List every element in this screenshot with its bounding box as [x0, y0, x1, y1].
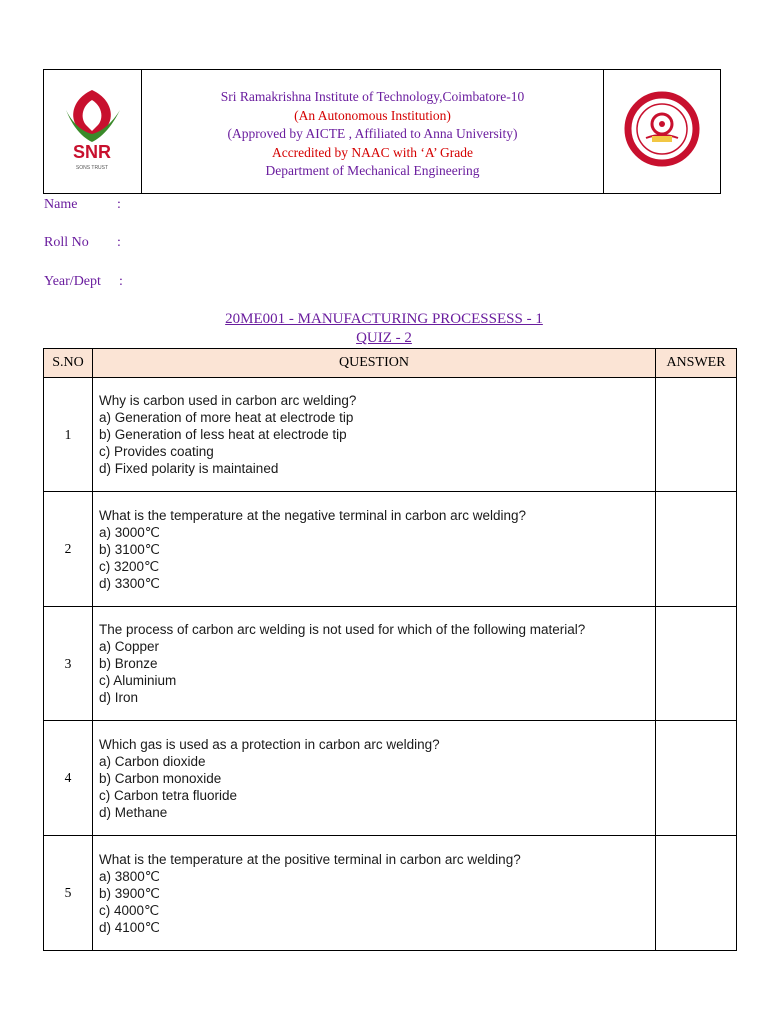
logo-subtext: SONS TRUST — [75, 165, 109, 171]
answer-cell[interactable] — [656, 721, 737, 836]
accreditation-line: Accredited by NAAC with ‘A’ Grade — [271, 144, 474, 160]
autonomous-line: (An Autonomous Institution) — [294, 107, 451, 123]
question-text: The process of carbon arc welding is not used for which of the following material? — [99, 622, 586, 637]
option-a: a) 3800℃ — [99, 868, 160, 884]
sno-cell: 4 — [44, 721, 93, 836]
institute-name: Sri Ramakrishna Institute of Technology,Coimbatore-10 — [220, 89, 525, 104]
option-b: b) Generation of less heat at electrode tip — [99, 427, 347, 442]
answer-header: ANSWER — [656, 349, 737, 378]
table-row — [44, 721, 737, 836]
approval-line: (Approved by AICTE , Affiliated to Anna University) — [227, 126, 518, 141]
question-cell — [93, 721, 656, 836]
option-d: d) Iron — [99, 690, 139, 705]
question-header: QUESTION — [93, 349, 656, 378]
option-c: c) 3200℃ — [99, 558, 160, 574]
question-text: What is the temperature at the negative terminal in carbon arc welding? — [99, 507, 526, 523]
department-line: Department of Mechanical Engineering — [265, 163, 480, 178]
option-b: b) Carbon monoxide — [99, 770, 222, 786]
year-dept-label: Year/Dept — [44, 274, 101, 289]
answer-cell[interactable] — [656, 492, 737, 607]
logo-cell — [44, 70, 142, 193]
table-row — [44, 836, 737, 951]
roll-no-label: Roll No — [44, 235, 89, 250]
option-d: d) Fixed polarity is maintained — [99, 461, 279, 476]
seal-cell — [603, 70, 720, 193]
question-cell — [93, 607, 656, 721]
question-text: What is the temperature at the positive terminal in carbon arc welding? — [99, 851, 521, 867]
option-d: d) 3300℃ — [99, 575, 160, 591]
table-row — [44, 607, 737, 721]
option-c: c) Aluminium — [99, 673, 177, 688]
option-b: b) 3100℃ — [99, 541, 160, 557]
year-dept-field — [44, 274, 123, 290]
option-d: d) Methane — [99, 804, 168, 820]
option-a: a) Copper — [99, 639, 160, 654]
name-label: Name — [44, 197, 78, 212]
question-text: Why is carbon used in carbon arc welding? — [99, 393, 357, 408]
sno-cell: 1 — [44, 378, 93, 492]
option-b: b) 3900℃ — [99, 885, 160, 901]
option-c: c) Carbon tetra fluoride — [99, 787, 238, 803]
quiz-title: QUIZ - 2 — [356, 330, 412, 346]
quiz-table — [43, 348, 737, 951]
year-dept-colon: : — [119, 274, 123, 289]
table-header-row — [44, 349, 737, 378]
question-text: Which gas is used as a protection in carbon arc welding? — [99, 736, 440, 752]
answer-cell[interactable] — [656, 378, 737, 492]
answer-cell[interactable] — [656, 607, 737, 721]
option-c: c) Provides coating — [99, 444, 214, 459]
sno-header: S.NO — [44, 349, 93, 378]
question-cell — [93, 836, 656, 951]
logo-text: SNR — [72, 142, 112, 162]
answer-cell[interactable] — [656, 836, 737, 951]
option-d: d) 4100℃ — [99, 919, 160, 935]
sno-cell: 3 — [44, 607, 93, 721]
table-row — [44, 378, 737, 492]
table-row — [44, 492, 737, 607]
roll-no-colon: : — [117, 235, 121, 250]
course-title: 20ME001 - MANUFACTURING PROCESSESS - 1 — [225, 311, 543, 327]
option-a: a) Carbon dioxide — [99, 753, 206, 769]
sno-cell: 5 — [44, 836, 93, 951]
option-a: a) Generation of more heat at electrode tip — [99, 410, 354, 425]
name-field — [44, 197, 121, 213]
option-c: c) 4000℃ — [99, 902, 160, 918]
institute-seal-icon — [604, 70, 720, 193]
name-colon: : — [117, 197, 121, 212]
sno-cell: 2 — [44, 492, 93, 607]
question-cell — [93, 378, 656, 492]
option-a: a) 3000℃ — [99, 524, 160, 540]
roll-no-field — [44, 235, 121, 251]
header-box — [43, 69, 721, 194]
snr-logo-icon — [44, 70, 141, 193]
institute-info — [142, 88, 603, 181]
question-cell — [93, 492, 656, 607]
option-b: b) Bronze — [99, 656, 158, 671]
